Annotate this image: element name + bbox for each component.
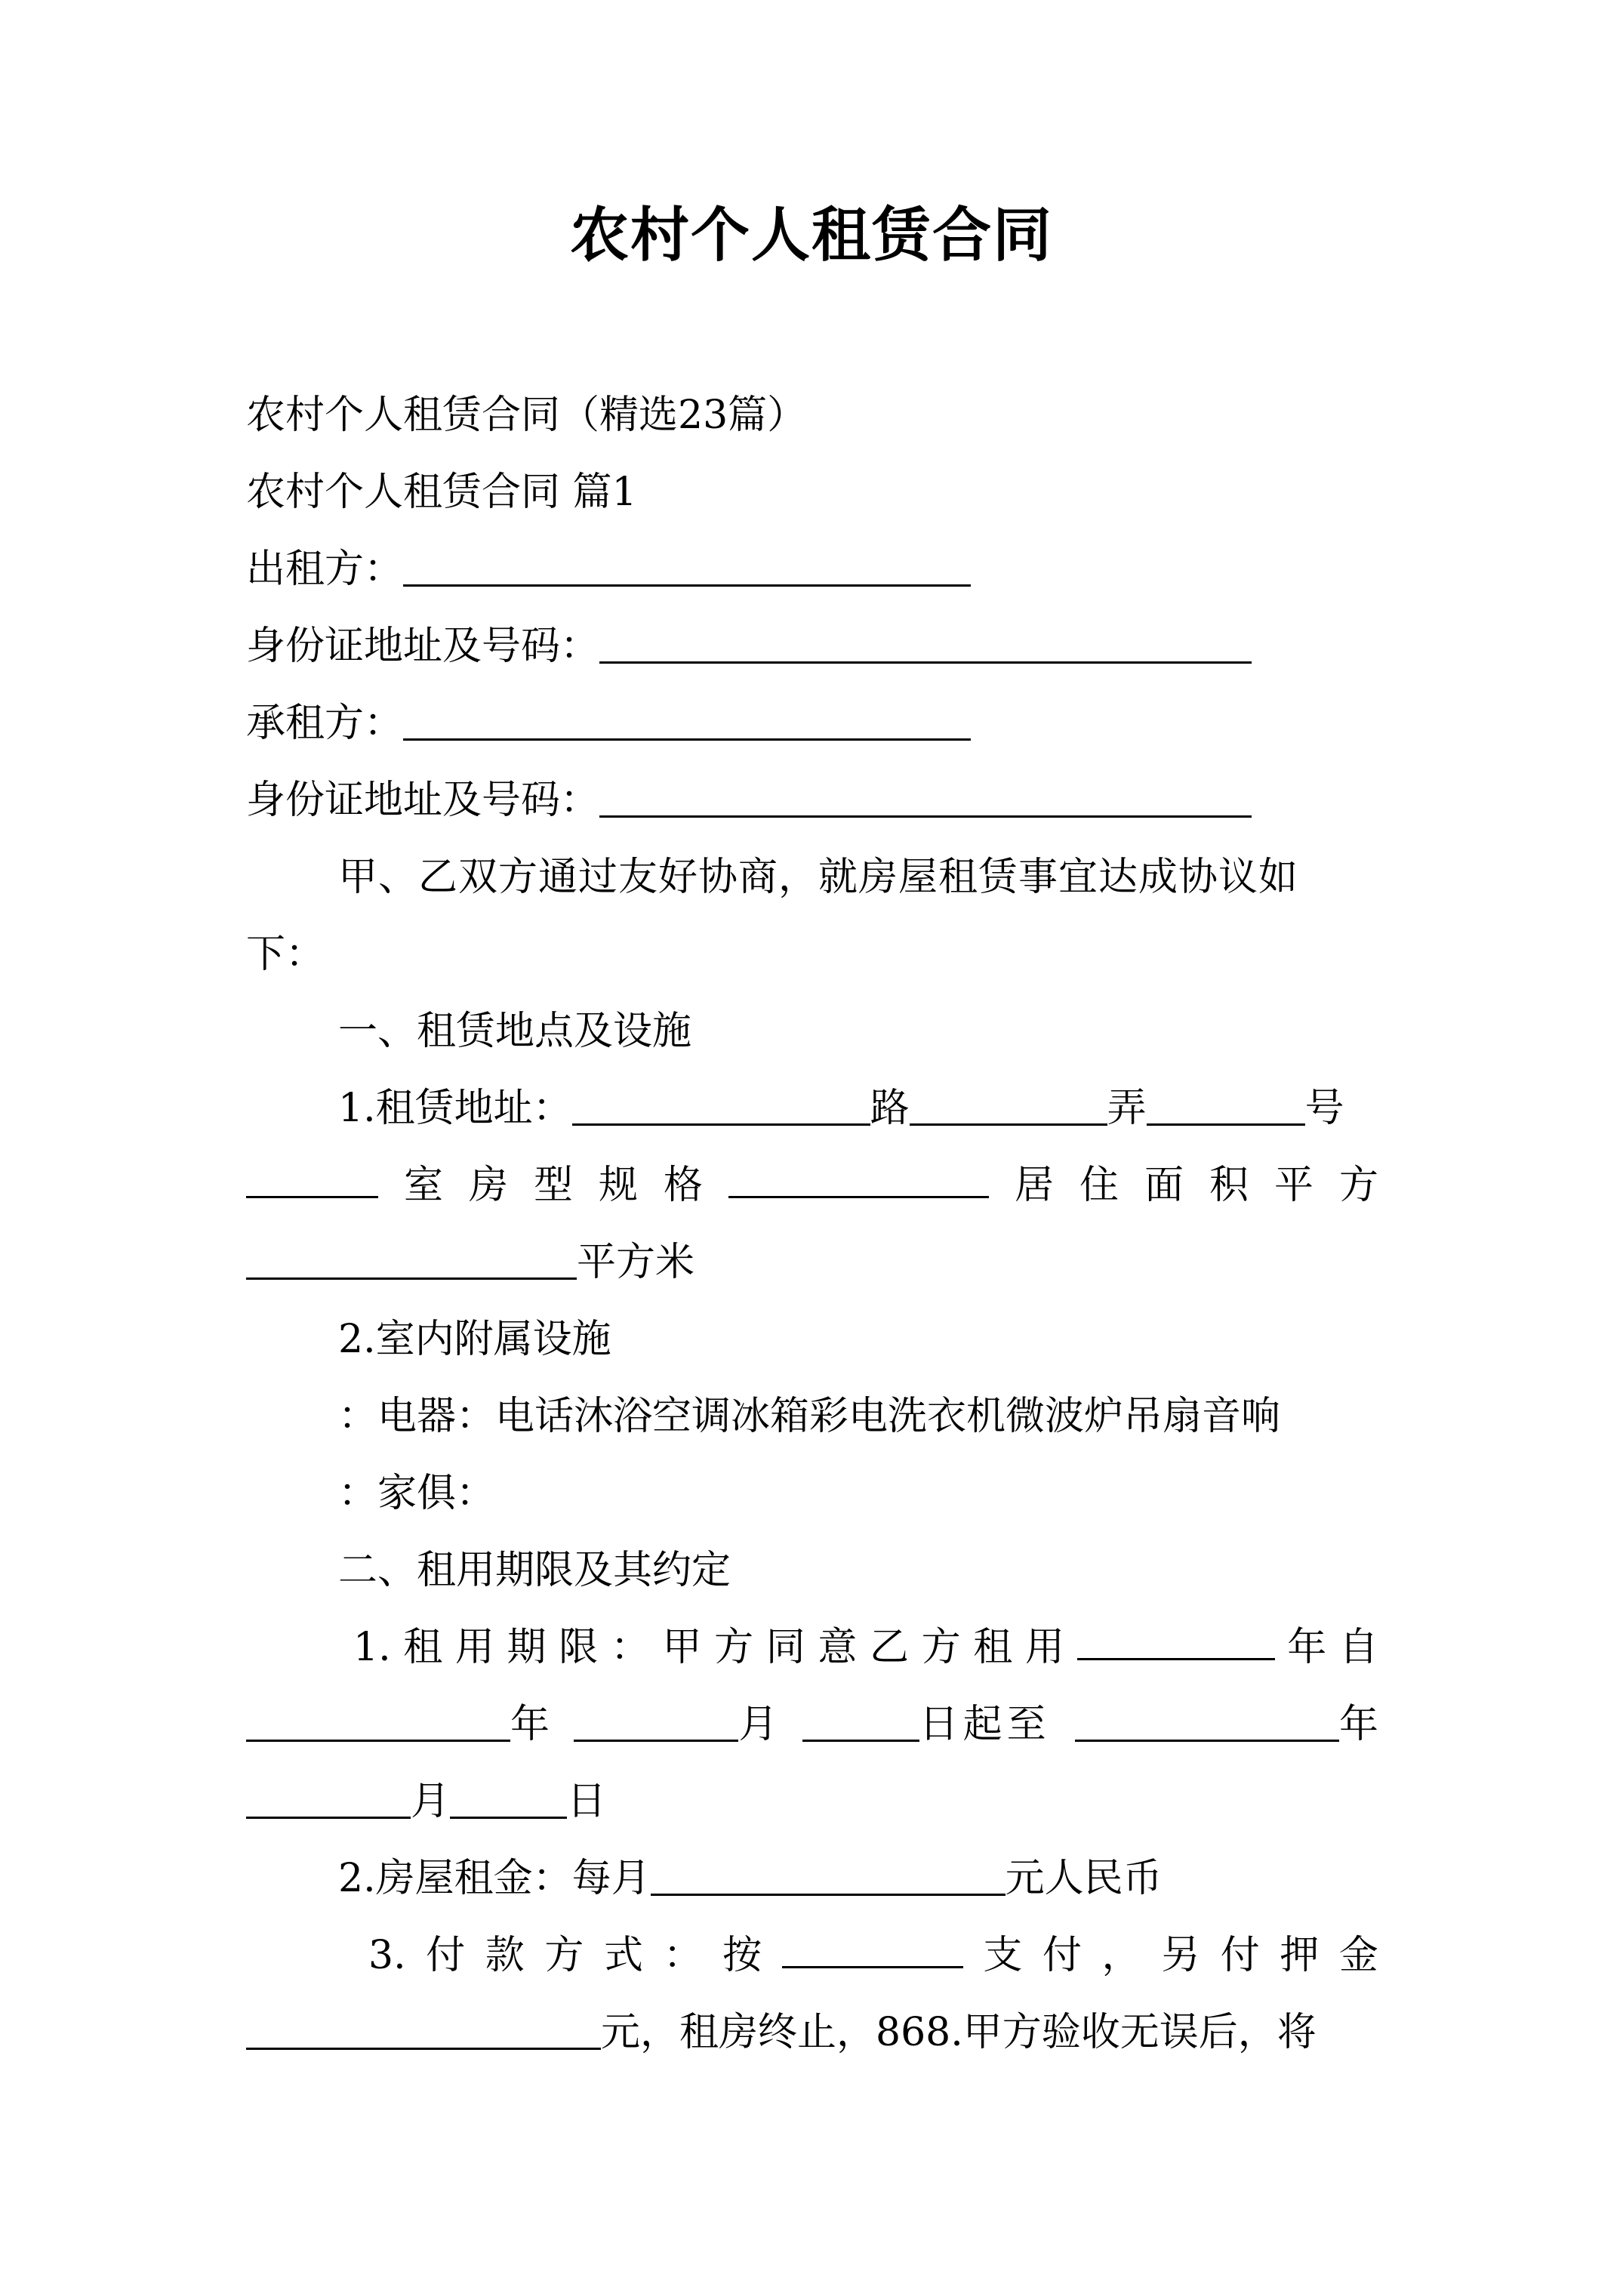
section-1-heading: 一、租赁地点及设施	[338, 1009, 692, 1054]
sqm-blank	[246, 1238, 577, 1280]
part-heading: 农村个人租赁合同 篇1	[246, 470, 637, 515]
room-type-blank	[728, 1157, 989, 1198]
start-month-blank	[574, 1700, 738, 1742]
room-type-line	[246, 1155, 1378, 1216]
lease-term-line	[353, 1617, 1378, 1678]
payment-char: ：	[663, 1933, 703, 1978]
payment-char: 付	[426, 1933, 466, 1978]
start-year-blank	[246, 1700, 510, 1742]
number-blank	[1147, 1084, 1305, 1126]
lane-blank	[910, 1084, 1107, 1126]
payment-period-blank	[782, 1927, 963, 1968]
section-2-heading: 二、租用期限及其约定	[338, 1548, 731, 1593]
term-char: 租	[403, 1625, 443, 1670]
room-char: 房	[468, 1163, 508, 1208]
term-char: 1.	[353, 1625, 391, 1670]
document-title: 农村个人租赁合同	[569, 201, 1053, 270]
rent-label: 2.房屋租金：每月	[338, 1856, 651, 1901]
term-char: 用	[454, 1625, 494, 1670]
intro-line-2: 下：	[246, 932, 325, 977]
term-char: 甲	[662, 1625, 702, 1670]
month-label: 月	[738, 1702, 778, 1747]
room-char: 型	[533, 1163, 573, 1208]
term-years-blank	[1077, 1619, 1275, 1660]
room-char: 规	[598, 1163, 638, 1208]
road-blank	[572, 1084, 870, 1126]
room-char: 室	[403, 1163, 443, 1208]
lessor-id-line	[246, 616, 1378, 676]
end-year-blank	[1075, 1700, 1339, 1742]
facilities-heading: 2.室内附属设施	[338, 1317, 611, 1362]
term-char: 方	[921, 1625, 961, 1670]
lane-label: 弄	[1107, 1086, 1147, 1131]
lessor-line	[246, 539, 1378, 599]
term-char: 乙	[870, 1625, 910, 1670]
payment-char: 方	[544, 1933, 584, 1978]
term-char: 意	[818, 1625, 858, 1670]
term-char: 年	[1287, 1625, 1327, 1670]
lessee-id-line	[246, 770, 1378, 831]
area-char: 平	[1273, 1163, 1313, 1208]
term-end-line	[246, 1771, 1378, 1832]
appliances-line: ：电器：电话沐浴空调冰箱彩电洗衣机微波炉吊扇音响	[338, 1394, 1281, 1439]
payment-char: 3.	[368, 1933, 406, 1978]
deposit-blank	[246, 2008, 601, 2050]
lessor-blank	[403, 545, 971, 587]
day-label: 日	[567, 1779, 607, 1824]
room-char: 格	[663, 1163, 703, 1208]
rent-blank	[651, 1854, 1006, 1896]
term-char: 租	[973, 1625, 1013, 1670]
payment-char: 式	[603, 1933, 643, 1978]
area-char: 住	[1079, 1163, 1119, 1208]
area-char: 居	[1014, 1163, 1054, 1208]
payment-char: 款	[485, 1933, 525, 1978]
term-char: ：	[610, 1625, 650, 1670]
area-char: 方	[1338, 1163, 1378, 1208]
lessor-label: 出租方：	[246, 547, 404, 592]
sqm-line	[246, 1232, 1378, 1293]
furniture-line: ：家俱：	[338, 1471, 496, 1516]
deposit-text: 元，租房终止，868.甲方验收无误后，将	[601, 2010, 1317, 2055]
rent-unit: 元人民币	[1005, 1856, 1163, 1901]
payment-char: 按	[722, 1933, 762, 1978]
lessor-id-label: 身份证地址及号码：	[246, 624, 600, 669]
rental-address-label: 1.租赁地址：	[338, 1086, 572, 1131]
lessee-id-label: 身份证地址及号码：	[246, 778, 600, 823]
lessor-id-blank	[599, 622, 1252, 664]
deposit-line	[246, 2002, 1378, 2063]
intro-line-1	[338, 847, 1378, 908]
term-char: 用	[1024, 1625, 1064, 1670]
payment-char: 押	[1280, 1933, 1320, 1978]
lessee-id-blank	[599, 776, 1252, 818]
payment-char: 支	[983, 1933, 1023, 1978]
intro-text-1: 甲、乙双方通过友好协商，就房屋租赁事宜达成协议如	[338, 855, 1299, 900]
end-month-blank	[246, 1777, 411, 1819]
sqm-label: 平方米	[577, 1240, 695, 1285]
start-day-blank	[802, 1700, 919, 1742]
room-blank	[246, 1157, 378, 1198]
payment-line	[368, 1925, 1378, 1986]
term-char: 同	[765, 1625, 805, 1670]
payment-char: 金	[1338, 1933, 1378, 1978]
lessee-label: 承租方：	[246, 701, 404, 746]
area-char: 面	[1144, 1163, 1184, 1208]
end-day-blank	[450, 1777, 567, 1819]
month-label: 月	[411, 1779, 451, 1824]
lessee-blank	[403, 699, 971, 741]
rental-address-line	[338, 1078, 1378, 1139]
area-char: 积	[1209, 1163, 1249, 1208]
term-char: 方	[714, 1625, 754, 1670]
lessee-line	[246, 693, 1378, 754]
rent-line	[338, 1848, 1471, 1909]
term-dates-line	[246, 1694, 1378, 1755]
number-label: 号	[1304, 1086, 1344, 1131]
payment-char: 另	[1161, 1933, 1201, 1978]
payment-char: 付	[1220, 1933, 1260, 1978]
term-char: 自	[1338, 1625, 1378, 1670]
term-char: 限	[559, 1625, 599, 1670]
road-label: 路	[870, 1086, 910, 1131]
year-label: 年	[510, 1702, 550, 1747]
term-char: 期	[507, 1625, 547, 1670]
payment-char: ，	[1101, 1933, 1141, 1978]
payment-char: 付	[1042, 1933, 1082, 1978]
day-from-label: 日起至	[919, 1702, 1051, 1747]
subtitle: 农村个人租赁合同（精选23篇）	[246, 393, 807, 438]
year-label: 年	[1338, 1702, 1378, 1747]
